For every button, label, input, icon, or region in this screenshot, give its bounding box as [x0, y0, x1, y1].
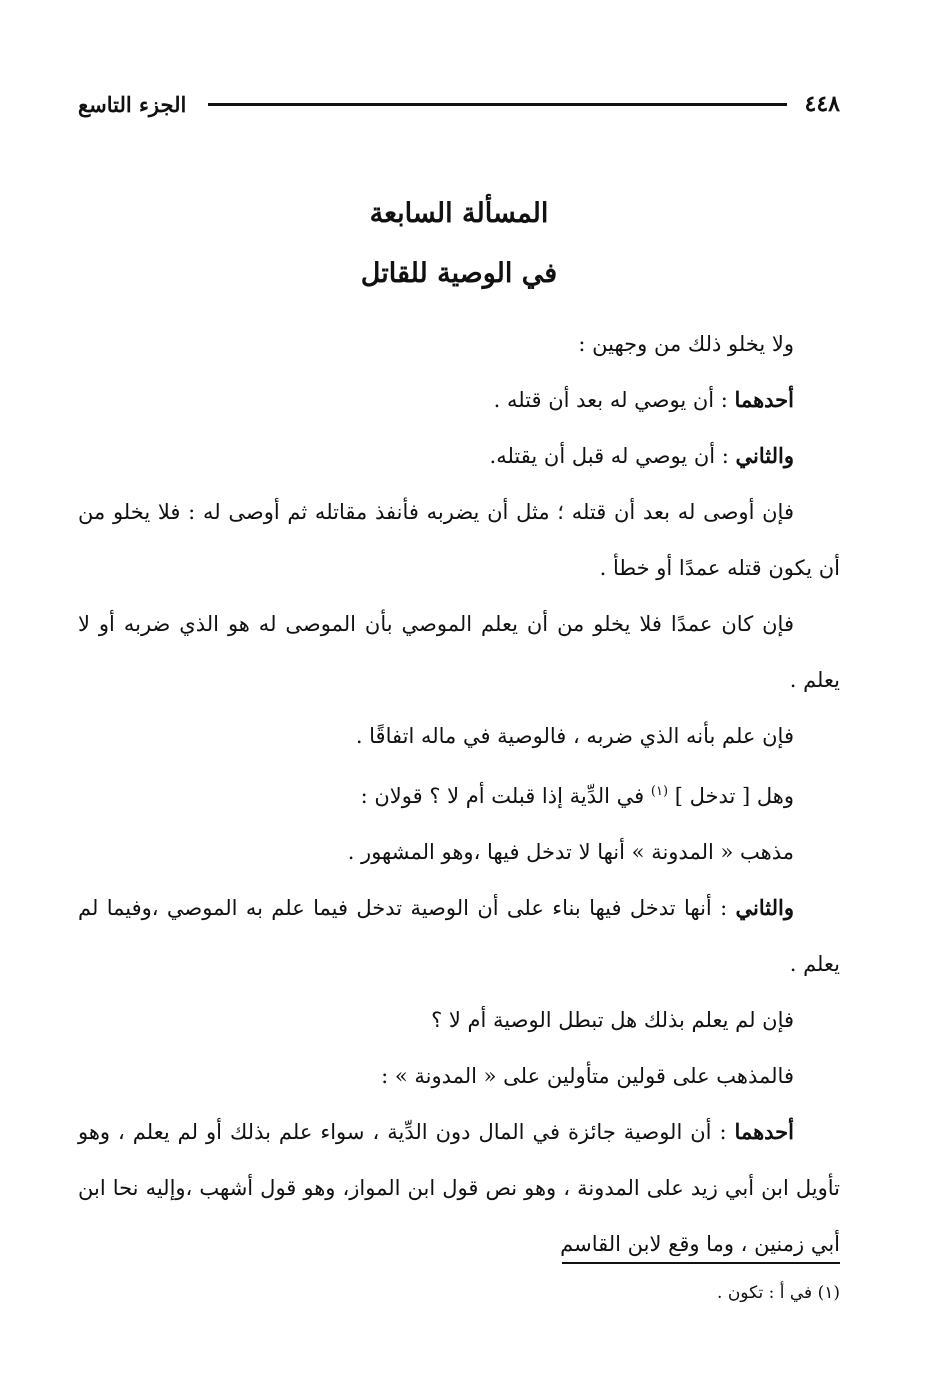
section-title: المسألة السابعة [369, 198, 549, 229]
page-header [78, 84, 840, 124]
paragraph: فإن كان عمدًا فلا يخلو من أن يعلم الموصي بأن الموصى له هو الذي ضربه أو لا يعلم . [78, 612, 840, 692]
paragraph: فإن لم يعلم بذلك هل تبطل الوصية أم لا ؟ [431, 1008, 794, 1032]
footnote: (١) في أ : تكون . [717, 1283, 840, 1303]
paragraph-label: والثاني [735, 895, 794, 920]
paragraph: فالمذهب على قولين متأولين على « المدونة » : [381, 1064, 794, 1088]
header-rule [208, 103, 786, 106]
paragraph-text: في الدِّية إذا قبلت أم لا ؟ قولان : [360, 784, 651, 808]
paragraph: مذهب « المدونة » أنها لا تدخل فيها ،وهو المشهور . [347, 840, 794, 864]
paragraph [78, 1104, 840, 1272]
paragraph [78, 764, 840, 824]
paragraph-text: وهل [ تدخل ] [668, 784, 794, 808]
page-number: ٤٤٨ [804, 91, 840, 117]
paragraph: فإن علم بأنه الذي ضربه ، فالوصية في ماله اتفاقًا . [355, 724, 794, 748]
paragraph-label: أحدهما [734, 387, 794, 412]
footnote-reference: (١) [650, 784, 669, 799]
running-title: الجزء التاسع [78, 91, 187, 117]
paragraph-text: : أن يوصي له بعد أن قتله . [493, 388, 735, 412]
book-page [78, 0, 840, 1384]
body-text [78, 316, 840, 1272]
paragraph-text: : أن يوصي له قبل أن يقتله. [489, 444, 736, 468]
paragraph [78, 372, 840, 428]
paragraph [78, 428, 840, 484]
paragraph: ولا يخلو ذلك من وجهين : [578, 332, 794, 356]
paragraph-label: أحدهما [734, 1119, 794, 1144]
paragraph [78, 880, 840, 992]
footnote-divider [562, 1262, 840, 1264]
paragraph: فإن أوصى له بعد أن قتله ؛ مثل أن يضربه فأنفذ مقاتله ثم أوصى له : فلا يخلو من أن يكون قتله عمدًا أو خطأ . [78, 500, 840, 580]
section-subtitle: في الوصية للقاتل [360, 258, 558, 289]
paragraph-label: والثاني [735, 443, 794, 468]
paragraph-text: : أنها تدخل فيها بناء على أن الوصية تدخل فيما علم به الموصي ،وفيما لم يعلم . [78, 896, 840, 976]
paragraph-text: : أن الوصية جائزة في المال دون الدِّية ، سواء علم بذلك أو لم يعلم ، وهو تأويل ابن أبي زيد على المدونة ، وهو نص قول ابن المواز، وهو قول أشهب ،وإليه نحا ابن أبي زمنين ، وما وقع لابن القاسم [78, 1120, 840, 1256]
